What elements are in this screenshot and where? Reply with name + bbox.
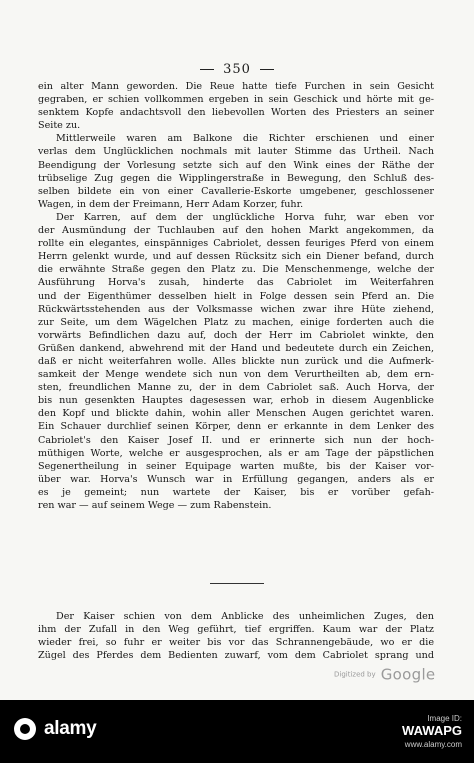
text-line: Ausführung Horva's zusah, hinderte das Cabriolet im Weiterfahren	[38, 277, 434, 289]
text-line: senktem Kopfe andachtsvoll den liebevollen Worten des Priesters an seiner	[38, 107, 434, 119]
stock-watermark-bar	[0, 700, 474, 763]
text-line: vorwärts Befindlichen dazu auf, doch der Herr im Cabriolet winkte, den	[38, 329, 434, 341]
google-logo: Google	[380, 665, 436, 684]
header-dash-left	[200, 69, 214, 70]
digitized-prefix: Digitized by	[334, 670, 376, 679]
alamy-logo-text: alamy	[43, 718, 97, 740]
alamy-logo-icon	[14, 718, 36, 740]
continuation-text-block	[38, 610, 434, 662]
paragraph-3	[38, 211, 434, 512]
text-line: den Kopf und blickte dahin, wohin aller Menschen Augen gerichtet waren.	[38, 408, 434, 420]
text-line: wieder frei, so fuhr er weiter bis vor das Schrannengebäude, wo er die	[38, 637, 434, 649]
page-number: 350	[223, 62, 251, 77]
section-divider	[210, 583, 264, 584]
text-line: verlas dem Unglücklichen nochmals mit lauter Stimme das Urtheil. Nach	[38, 146, 434, 158]
text-line: es je gemeint; nun wartete der Kaiser, bis er vorüber gefah-	[38, 486, 434, 498]
text-line: Beendigung der Vorlesung setzte sich auf den Wink eines der Räthe der	[38, 159, 434, 171]
text-line: Segenertheilung in seiner Equipage warten mußte, bis der Kaiser vor-	[38, 460, 434, 472]
text-line: Der Karren, auf dem der unglückliche Horva fuhr, war eben vor	[56, 211, 434, 223]
paragraph-4	[38, 610, 434, 662]
text-line: zur Seite, um dem Wägelchen Platz zu machen, einige forderten auch die	[38, 316, 434, 328]
text-line: selben bildete ein von einer Cavallerie-Eskorte umgebener, geschlossener	[38, 185, 434, 197]
text-line: Wagen, in dem der Freimann, Herr Adam Korzer, fuhr.	[38, 198, 304, 210]
main-text-block	[38, 80, 434, 512]
paragraph-2	[38, 132, 434, 211]
text-line: Zügel des Pferdes dem Bedienten zuwarf, vom dem Cabriolet sprang und	[38, 650, 434, 662]
text-line: der Ausmündung der Tuchlauben auf den hohen Markt angekommen, da	[38, 225, 434, 237]
text-line: Der Kaiser schien von dem Anblicke des unheimlichen Zuges, den	[56, 611, 434, 622]
page-number-header	[0, 62, 474, 77]
watermark-url[interactable]: www.alamy.com	[404, 740, 462, 749]
text-line: Grüßen dankend, abwehrend mit der Hand und bedeutete durch ein Zeichen,	[38, 342, 434, 354]
text-line: rollte ein elegantes, einspänniges Cabriolet, dessen feuriges Pferd von einem	[38, 238, 434, 250]
alamy-logo[interactable]	[14, 718, 96, 740]
text-line: Herrn gelenkt wurde, und auf dessen Rücksitz sich ein Diener befand, durch	[38, 251, 434, 263]
text-line: Seite zu.	[38, 120, 81, 132]
image-id-label: Image ID:	[427, 714, 462, 723]
text-line: Cabriolet's den Kaiser Josef II. und er erinnerte sich nun der hoch-	[38, 434, 434, 446]
text-line: Rückwärtsstehenden aus der Volksmasse wichen zwar ihre Hüte ziehend,	[38, 303, 434, 315]
image-id-panel	[402, 714, 462, 749]
text-line: bis nun gesenkten Hauptes dagesessen war, erhob in diesem Augenblicke	[38, 395, 434, 407]
text-line: Ein Schauer durchlief seinen Körper, denn er erkannte in dem Lenker des	[38, 421, 434, 433]
text-line: daß er nicht weiterfahren wolle. Alles blickte nun zurück und die Aufmerk-	[38, 355, 434, 367]
text-line: die erwähnte Straße gegen den Platz zu. Die Menschenmenge, welche der	[38, 264, 434, 276]
text-line: trübselige Zug gegen die Wipplingerstraße in Bewegung, den Schluß des-	[38, 172, 434, 184]
text-line: Mittlerweile waren am Balkone die Richter erschienen und einer	[56, 133, 434, 145]
digitized-by-watermark	[334, 664, 435, 684]
text-line: gegraben, er schien vollkommen ergeben in sein Geschick und hörte mit ge-	[38, 94, 434, 106]
text-line: und der Eigenthümer desselben hielt in Folge dessen sein Pferd an. Die	[38, 290, 434, 302]
text-line: ren war — auf seinem Wege — zum Rabenstein.	[38, 500, 272, 511]
text-line: samkeit der Menge wendete sich nun von dem Verurtheilten ab, dem ern-	[38, 369, 434, 381]
text-line: ihm der Zufall in den Weg geführt, tief ergriffen. Kaum war der Platz	[38, 624, 434, 636]
paragraph-1	[38, 80, 434, 132]
text-line: über war. Horva's Wunsch war in Erfüllung gegangen, anders als er	[38, 473, 434, 485]
text-line: müthigen Worte, welche er ausgesprochen, als er am Tage der päpstlichen	[38, 447, 434, 459]
text-line: sten, freundlichen Manne zu, der in dem Cabriolet saß. Auch Horva, der	[38, 382, 434, 394]
image-id-value: WAWAPG	[402, 723, 462, 738]
text-line: ein alter Mann geworden. Die Reue hatte tiefe Furchen in sein Gesicht	[38, 81, 434, 92]
header-dash-right	[260, 69, 274, 70]
